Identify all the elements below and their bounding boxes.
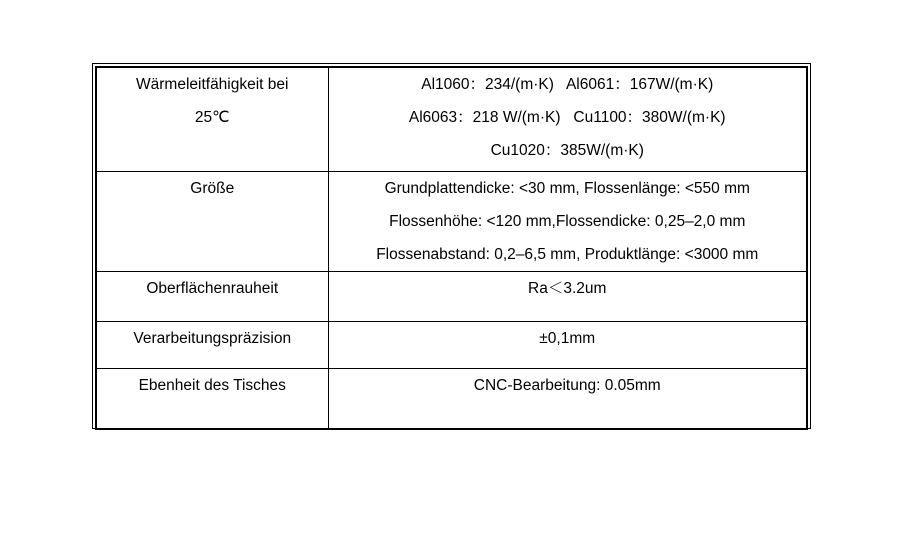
size-value-line-2: Flossenhöhe: <120 mm,Flossendicke: 0,25–2,0 mm	[389, 212, 746, 230]
spec-row-size	[96, 171, 807, 271]
spec-row-surface-roughness	[96, 271, 807, 321]
size-value-cell	[328, 171, 807, 271]
thermal-conductivity-label-line-2: 25℃	[194, 109, 230, 126]
surface-roughness-label-cell	[96, 271, 328, 321]
table-flatness-value-cell	[328, 368, 807, 429]
size-value-line-3: Flossenabstand: 0,2–6,5 mm, Produktlänge: <3000 mm	[376, 245, 759, 263]
machining-precision-label-cell	[96, 321, 328, 368]
size-label-line: Größe	[190, 179, 235, 197]
surface-roughness-value-line: Ra＜3.2um	[528, 279, 607, 297]
spec-row-table-flatness	[96, 368, 807, 429]
thermal-conductivity-value-line-3: Cu1020：385W/(m·K)	[490, 142, 644, 159]
size-value-line-1: Grundplattendicke: <30 mm, Flossenlänge: <550 mm	[384, 179, 750, 197]
table-flatness-label-line: Ebenheit des Tisches	[138, 376, 286, 394]
size-label-cell	[96, 171, 328, 271]
specs-table	[95, 66, 808, 430]
thermal-conductivity-value-cell	[328, 67, 807, 171]
thermal-conductivity-value-line-2: Al6063：218 W/(m·K) Cu1100：380W/(m·K)	[408, 109, 726, 126]
machining-precision-value-line: ±0,1mm	[539, 329, 596, 347]
machining-precision-label-line: Verarbeitungspräzision	[133, 329, 292, 347]
table-flatness-label-cell	[96, 368, 328, 429]
spec-row-machining-precision	[96, 321, 807, 368]
surface-roughness-label-line: Oberflächenrauheit	[146, 279, 279, 297]
surface-roughness-value-cell	[328, 271, 807, 321]
spec-row-thermal-conductivity	[96, 67, 807, 171]
specs-table-outer-border	[92, 63, 811, 429]
table-flatness-value-line: CNC-Bearbeitung: 0.05mm	[473, 376, 661, 394]
thermal-conductivity-label-cell	[96, 67, 328, 171]
thermal-conductivity-value-line-1: Al1060：234/(m·K) Al6061：167W/(m·K)	[421, 76, 714, 93]
machining-precision-value-cell	[328, 321, 807, 368]
thermal-conductivity-label-line-1: Wärmeleitfähigkeit bei	[136, 76, 289, 93]
